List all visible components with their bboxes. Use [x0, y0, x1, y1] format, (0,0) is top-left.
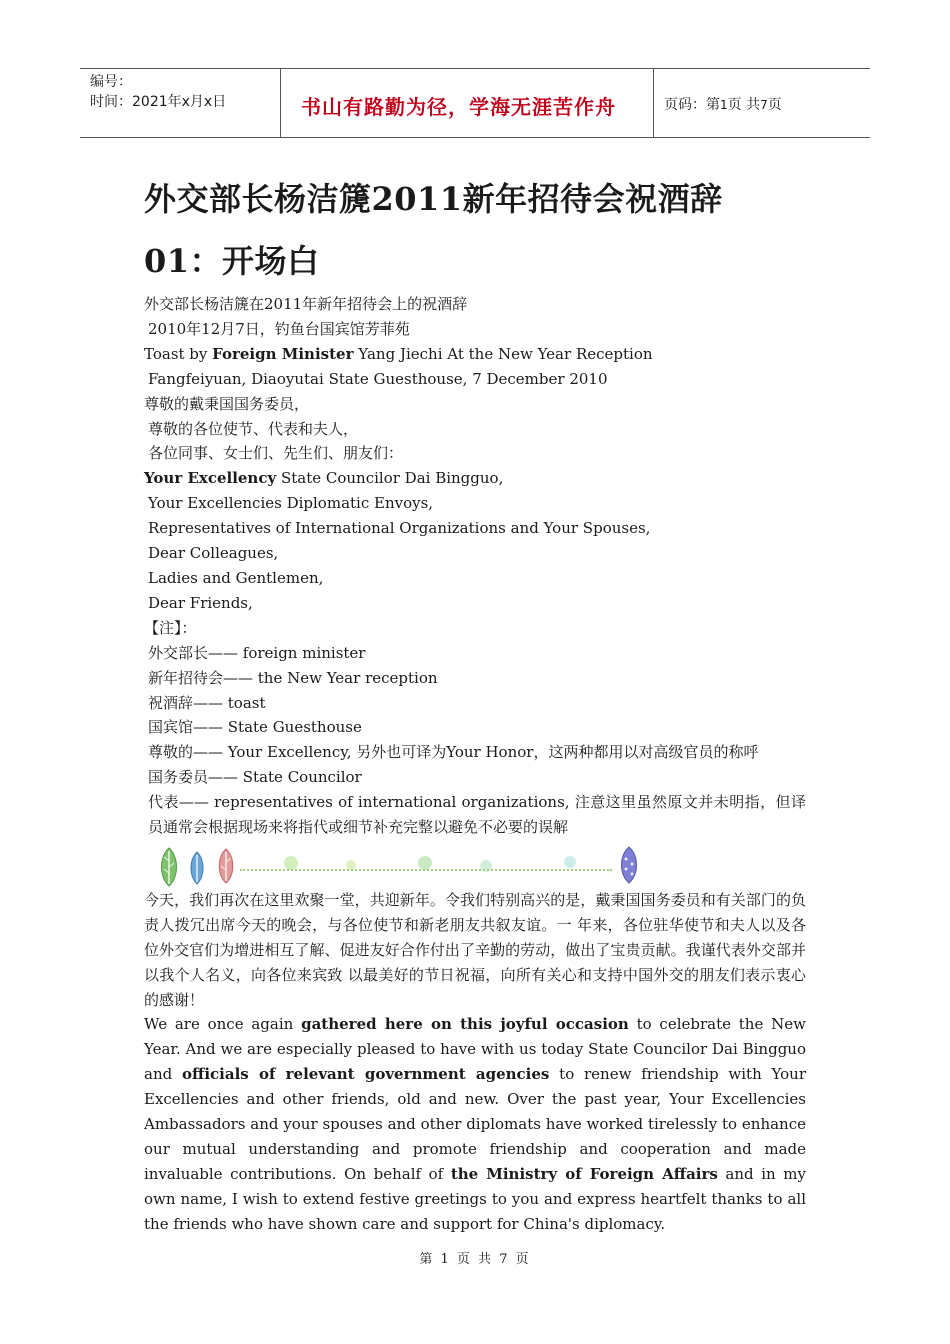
red-leaf-icon	[216, 848, 236, 884]
sparkle-icon	[346, 860, 356, 870]
english-salutation-line: Ladies and Gentlemen,	[148, 568, 324, 587]
text-run: to renew friendship with Your Excellencies and other friends, old and new. Over the past year, Your Excellencies Ambassadors and your spouses and other diplomats have worked tirelessly to enhance our mutual understanding and promote friendship and cooperation and made invaluable contributions. On behalf of	[144, 1065, 806, 1183]
english-place-line: Fangfeiyuan, Diaoyutai State Guesthouse, 7 December 2010	[148, 369, 608, 388]
document-title: 外交部长杨洁篪2011新年招待会祝酒辞	[144, 180, 723, 218]
bold-run: the Ministry of Foreign Affairs	[450, 1164, 718, 1183]
salutation-line: 尊敬的各位使节、代表和夫人，	[148, 419, 359, 438]
text-run: We are once again	[144, 1015, 302, 1034]
blue-leaf-icon	[188, 851, 206, 885]
note-item: 代表—— representatives of international organizations, 注意这里虽然原文并未明指，但译员通常会根据现场来将指代或细节补充完整以避免不必要的误解	[148, 793, 806, 837]
header-motto-cell	[281, 69, 654, 137]
english-title-line	[144, 342, 806, 367]
header-table	[80, 68, 870, 138]
page-footer: 第 1 页 共 7 页	[419, 1252, 531, 1267]
text-run: State Councilor Dai Bingguo,	[276, 469, 504, 488]
page-indicator	[664, 94, 782, 114]
sparkle-icon	[564, 856, 576, 868]
text-run: Yang Jiechi At the New Year Reception	[353, 344, 653, 363]
motto: 书山有路勤为径，学海无涯苦作舟	[301, 95, 616, 119]
text-run: to celebrate the New Year. And we are especially pleased to have with us today State Councilor Dai Bingguo and	[144, 1015, 806, 1084]
decorative-divider	[144, 842, 806, 888]
header-info-cell	[80, 69, 281, 137]
note-item: 外交部长—— foreign minister	[148, 643, 366, 662]
header-page-cell	[654, 69, 870, 137]
bold-run: gathered here on this joyful occasion	[301, 1015, 629, 1034]
english-salutation-line: Dear Friends,	[148, 593, 253, 612]
bold-run: Your Excellency	[144, 469, 277, 488]
page-number: 1	[720, 98, 728, 112]
sparkle-icon	[480, 860, 492, 872]
note-item: 新年招待会—— the New Year reception	[148, 668, 438, 687]
serial-label: 编号：	[90, 74, 132, 90]
section-title: 01：开场白	[144, 242, 320, 280]
document-body	[144, 292, 806, 1237]
page-total: 7	[760, 98, 768, 112]
page-mid: 页 共	[727, 97, 761, 113]
note-item: 国务委员—— State Councilor	[148, 768, 362, 787]
salutation-line: 尊敬的戴秉国国务委员，	[144, 394, 310, 413]
english-salutation-line: Your Excellencies Diplomatic Envoys,	[148, 494, 434, 513]
note-item: 祝酒辞—— toast	[148, 693, 266, 712]
chinese-paragraph: 今天，我们再次在这里欢聚一堂，共迎新年。令我们特别高兴的是，戴秉国国务委员和有关部门的负责人拨冗出席今天的晚会，与各位使节和新老朋友共叙友谊。一 年来，各位驻华使节和夫人以及各位外交官们为增进相互了解、促进友好合作付出了辛勤的劳动，做出了宝贵贡献。我谨代表外交部并以我个人名义，向各位来宾致 以最美好的节日祝福，向所有关心和支持中国外交的朋友们表示衷心的感谢！	[144, 890, 806, 1009]
note-heading: 【注】：	[144, 618, 197, 637]
note-item: 国宾馆—— State Guesthouse	[148, 718, 362, 737]
english-salutation-line: Dear Colleagues,	[148, 544, 279, 563]
purple-leaf-icon	[618, 846, 640, 884]
text-run: Toast by	[144, 344, 213, 363]
salutation-line: 各位同事、女士们、先生们、朋友们：	[148, 444, 404, 463]
green-leaf-icon	[158, 847, 180, 887]
sparkle-icon	[284, 856, 298, 870]
note-item: 尊敬的—— Your Excellency, 另外也可译为Your Honor，这两种都用以对高级官员的称呼	[148, 743, 759, 762]
text-run: and in my own name, I wish to extend festive greetings to you and express heartfelt thanks to all the friends who have shown care and support for China's diplomacy.	[144, 1164, 806, 1233]
bold-run: officials of relevant government agencies	[182, 1065, 550, 1084]
sparkle-icon	[418, 856, 432, 870]
page-prefix: 页码：第	[664, 97, 720, 113]
english-paragraph	[144, 1012, 806, 1236]
page-suffix: 页	[767, 97, 782, 113]
date-place-line: 2010年12月7日，钓鱼台国宾馆芳菲苑	[148, 319, 410, 338]
english-salutation-line	[144, 466, 806, 491]
bold-run: Foreign Minister	[212, 344, 354, 363]
date-label: 时间：2021年x月x日	[90, 94, 227, 110]
english-salutation-line: Representatives of International Organizations and Your Spouses,	[148, 519, 651, 538]
intro-line: 外交部长杨洁篪在2011年新年招待会上的祝酒辞	[144, 295, 468, 313]
